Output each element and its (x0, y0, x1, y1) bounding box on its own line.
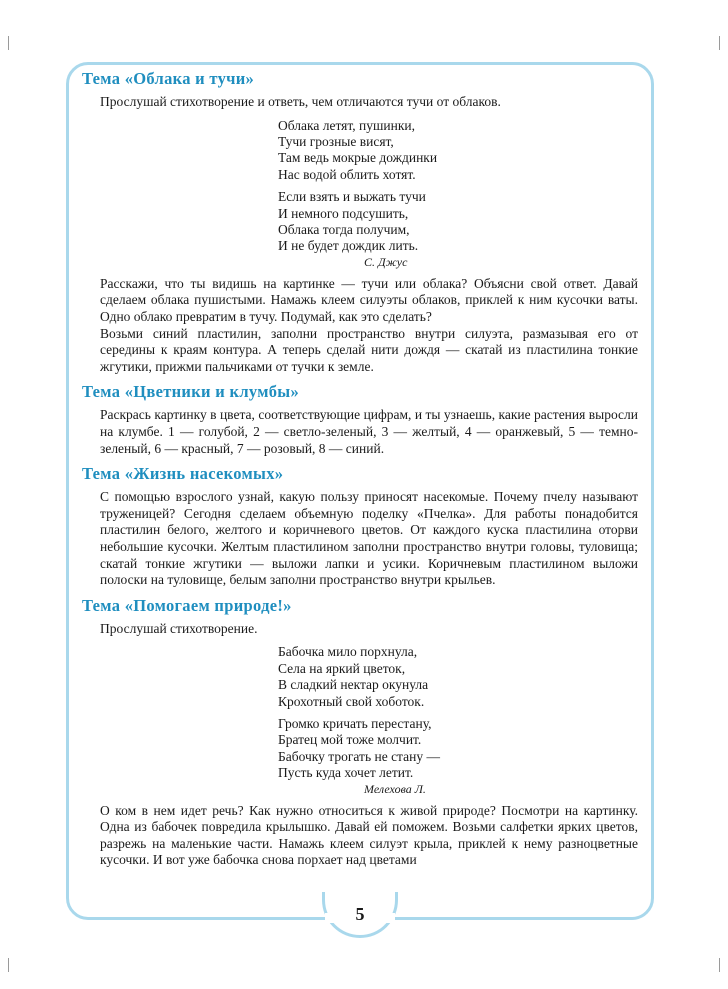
section-paragraph: Возьми синий пластилин, заполни пространство внутри силуэта, размазывая его от середины к краям контура. А теперь сделай нити дождя — скатай из пластилина тонкие жгутики, прижми пальчиками от тучки к земле. (100, 325, 638, 374)
poem-line: Крохотный свой хоботок. (278, 693, 425, 709)
poem-stanza (278, 118, 638, 184)
poem-stanza (278, 716, 638, 782)
poem-line: Села на яркий цветок, (278, 660, 406, 676)
poem-line: Братец мой тоже молчит. (278, 732, 422, 748)
section-heading: Тема «Жизнь насекомых» (82, 464, 284, 484)
section-heading: Тема «Цветники и клумбы» (82, 382, 300, 402)
section-paragraph: О ком в нем идет речь? Как нужно относиться к живой природе? Посмотри на картинку. Одна из бабочек повредила крылышко. Давай ей поможем. Возьми салфетки ярких цветов, разрежь на маленькие части. Намажь клеем силуэт крыла, приклей к нему разноцветные кусочки. И вот уже бабочка снова порхает над цветами (100, 802, 638, 868)
poem (278, 118, 638, 270)
poem-line: И немного подсушить, (278, 205, 409, 221)
poem-line: Пусть куда хочет летит. (278, 765, 414, 781)
crop-mark (719, 36, 720, 50)
poem-stanza (278, 189, 638, 255)
poem-line: Облака тогда получим, (278, 222, 410, 238)
poem-line: Бабочку трогать не стану — (278, 748, 440, 764)
poem-author: Мелехова Л. (364, 781, 426, 796)
poem-line: Тучи грозные висят, (278, 134, 394, 149)
section-paragraph: Расскажи, что ты видишь на картинке — тучи или облака? Объясни свой ответ. Давай сделаем облака пушистыми. Намажь клеем силуэты облаков, приклей к ним кусочки ваты. Одно облако превратим в тучу. Подумай, как это сделать? (100, 275, 638, 325)
poem-line: Облака летят, пушинки, (278, 117, 416, 133)
poem-line: Если взять и выжать тучи (278, 189, 426, 205)
poem-line: Бабочка мило порхнула, (278, 644, 418, 660)
crop-mark (8, 36, 9, 50)
crop-mark (719, 958, 720, 972)
section-heading: Тема «Помогаем природе!» (82, 595, 292, 615)
section-intro: Прослушай стихотворение и ответь, чем отличаются тучи от облаков. (100, 94, 501, 109)
poem-line: Нас водой облить хотят. (278, 166, 416, 182)
poem-stanza (278, 644, 638, 710)
poem-line: Там ведь мокрые дождинки (278, 150, 438, 166)
poem (278, 644, 638, 796)
section-intro: Прослушай стихотворение. (100, 620, 258, 636)
section-paragraph: Раскрась картинку в цвета, соответствующие цифрам, и ты узнаешь, какие растения выросли на клумбе. 1 — голубой, 2 — светло-зеленый, 3 — желтый, 4 — оранжевый, 5 — темно-зеленый, 6 — красный, 7 — розовый, 8 — синий. (100, 407, 638, 456)
page-content (82, 68, 638, 869)
poem-line: В сладкий нектар окунула (278, 677, 429, 693)
poem-line: И не будет дождик лить. (278, 238, 419, 254)
page-number: 5 (355, 904, 365, 924)
crop-mark (8, 958, 9, 972)
poem-author: С. Джус (364, 254, 408, 269)
section-heading: Тема «Облака и тучи» (82, 69, 255, 88)
section-paragraph: С помощью взрослого узнай, какую пользу приносят насекомые. Почему пчелу называют труженицей? Сегодня сделаем объемную поделку «Пчелка». Для работы понадобится пластилин белого, желтого и коричневого цветов. От каждого куска пластилина оторви небольшие кусочки. Желтым пластилином заполни пространство внутри головы, туловища; скатай тонкие жгутики — выложи лапки и усики. Коричневым пластилином выложи полоски на туловище, белым заполни пространство внутри крыльев. (100, 489, 638, 588)
poem-line: Громко кричать перестану, (278, 715, 432, 731)
